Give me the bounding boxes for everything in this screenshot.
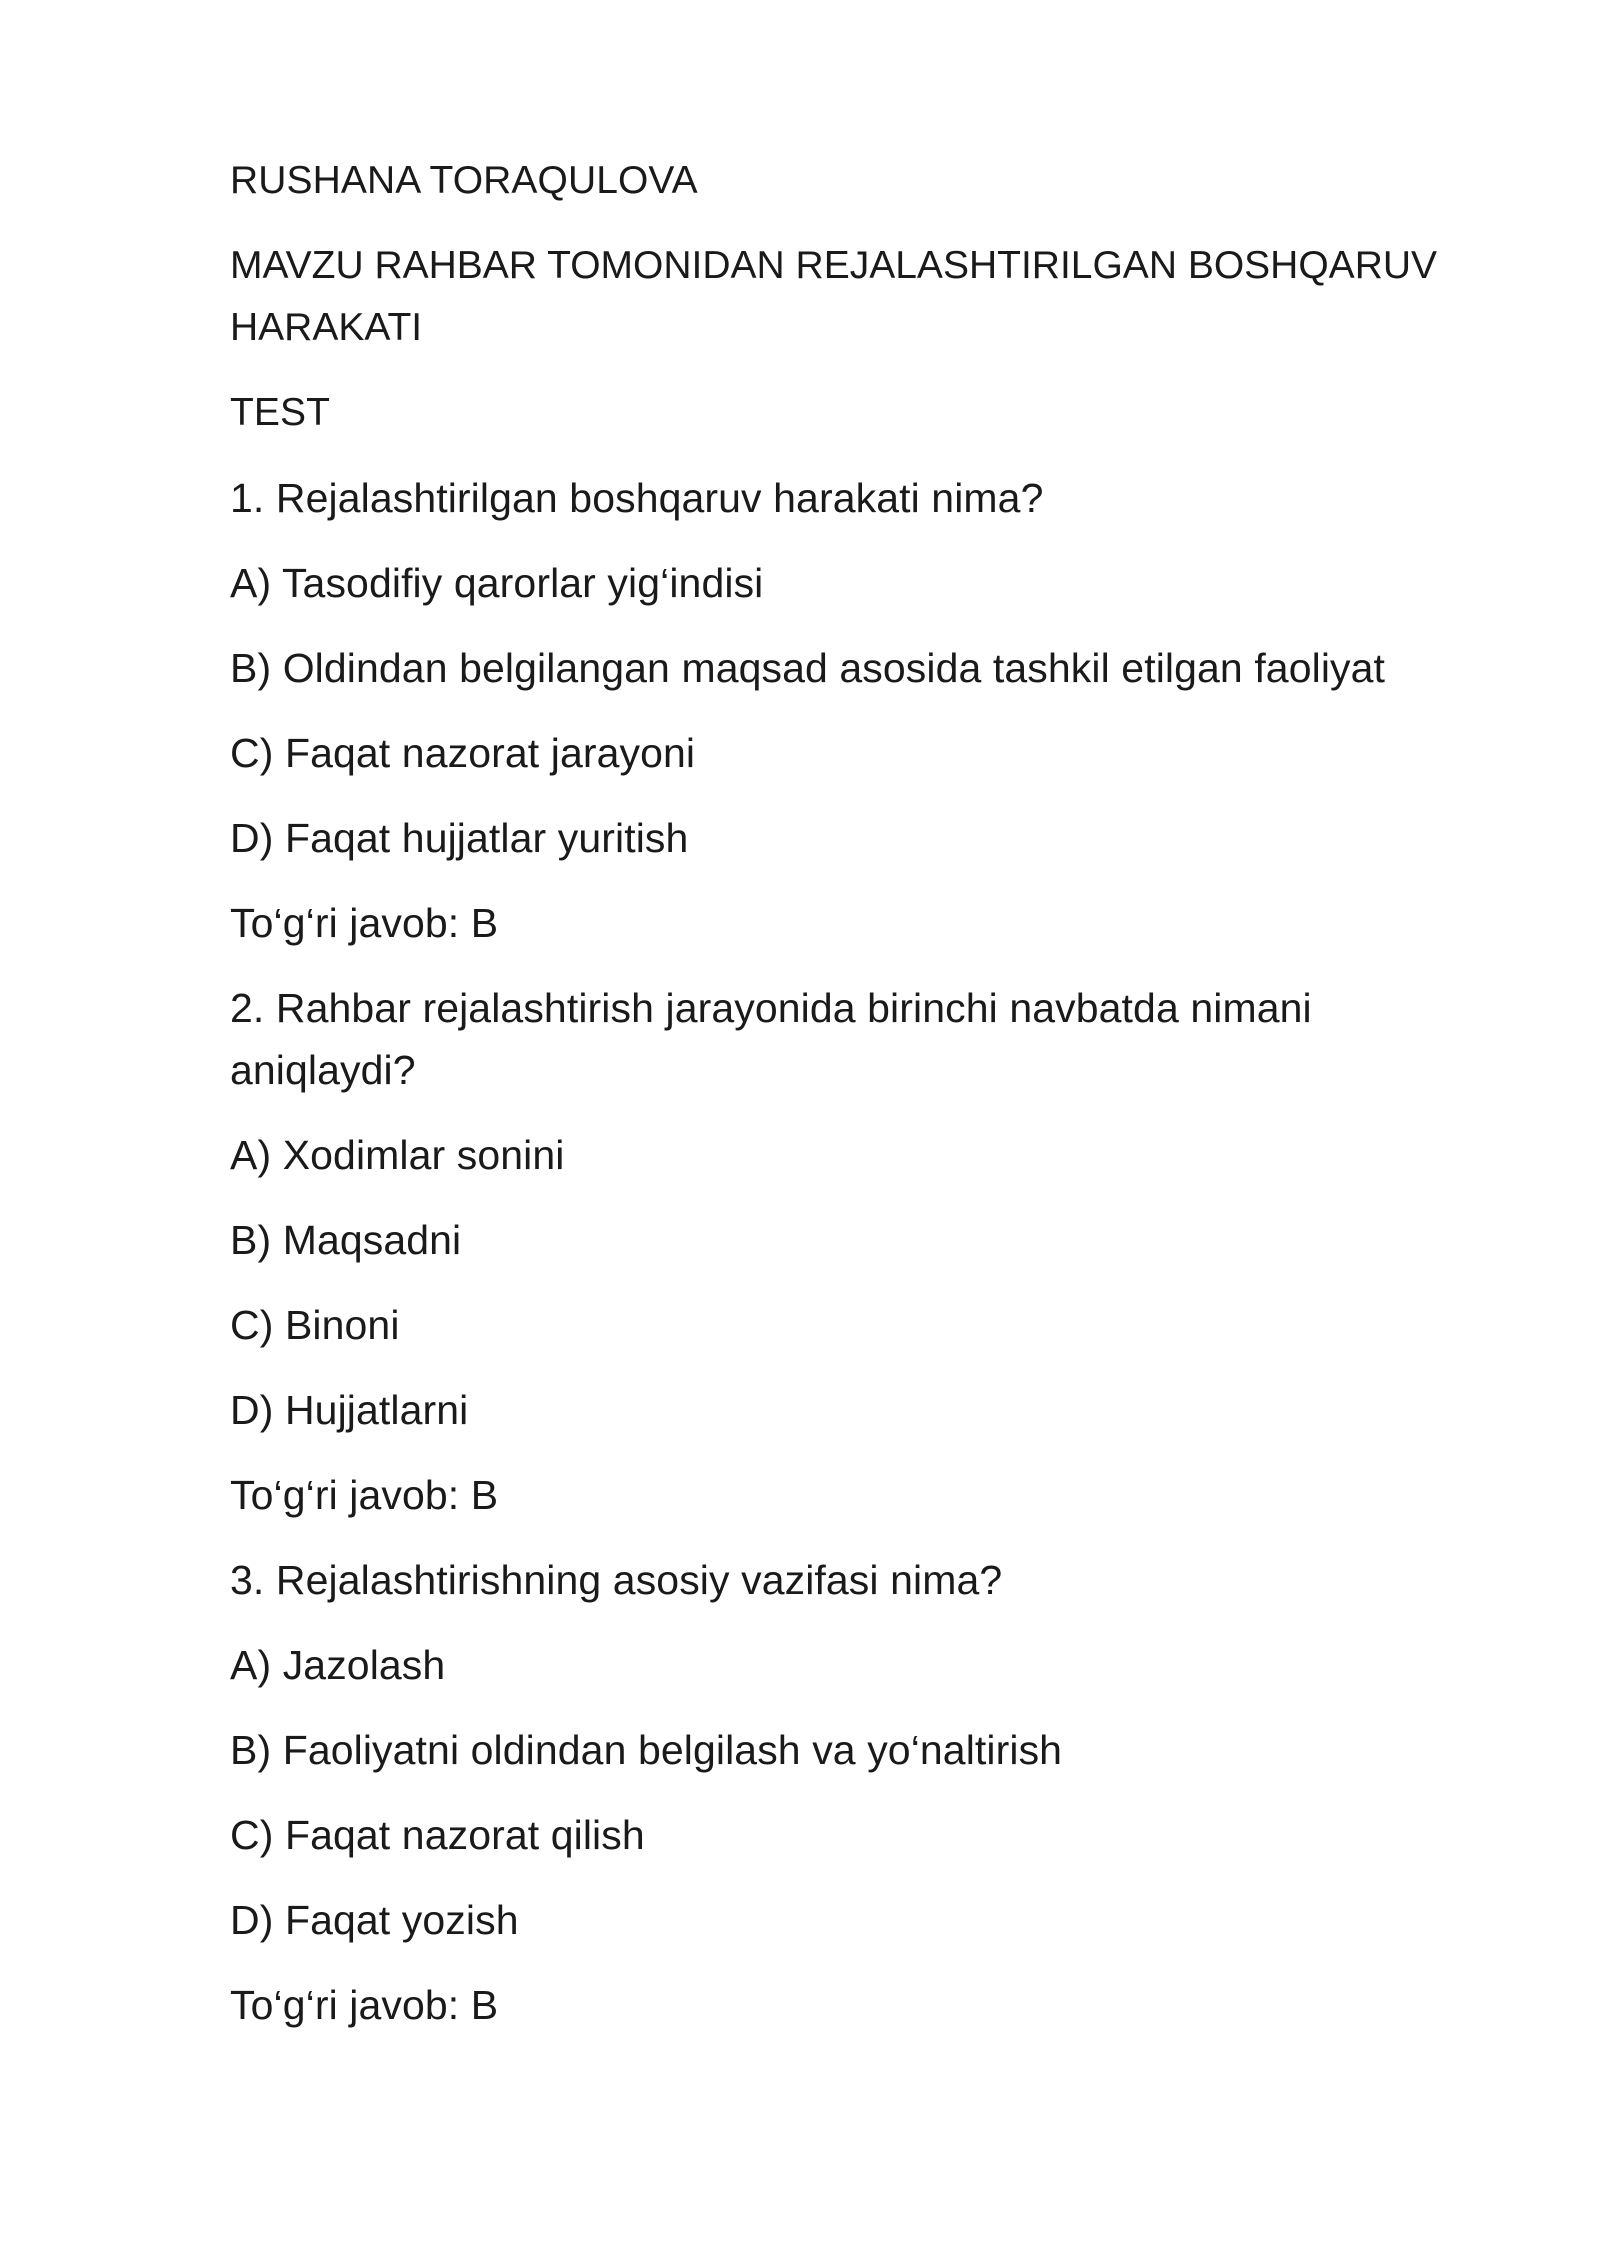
answer-option-a: A) Tasodifiy qarorlar yig‘indisi	[230, 560, 764, 606]
section-heading: TEST	[230, 391, 331, 434]
author-name: RUSHANA TORAQULOVA	[230, 159, 698, 202]
answer-option-d: D) Faqat yozish	[230, 1897, 519, 1943]
answer-option-b: B) Faoliyatni oldindan belgilash va yo‘naltirish	[230, 1727, 1063, 1773]
answer-option-c: C) Faqat nazorat qilish	[230, 1812, 645, 1858]
answer-option-b: B) Oldindan belgilangan maqsad asosida tashkil etilgan faoliyat	[230, 645, 1386, 691]
topic-title-line: MAVZU RAHBAR TOMONIDAN REJALASHTIRILGAN BOSHQARUV	[230, 244, 1438, 287]
correct-answer: To‘g‘ri javob: B	[230, 1982, 499, 2028]
topic-title	[230, 235, 1530, 359]
answer-option-c: C) Faqat nazorat jarayoni	[230, 730, 696, 776]
correct-answer: To‘g‘ri javob: B	[230, 1472, 499, 1518]
answer-option-c: C) Binoni	[230, 1302, 400, 1348]
question-text: 1. Rejalashtirilgan boshqaruv harakati nima?	[230, 475, 1044, 521]
answer-option-b: B) Maqsadni	[230, 1217, 462, 1263]
question-text	[230, 977, 1530, 1101]
correct-answer: To‘g‘ri javob: B	[230, 900, 499, 946]
answer-option-a: A) Jazolash	[230, 1642, 446, 1688]
question-text-line: 2. Rahbar rejalashtirish jarayonida birinchi navbatda nimani	[230, 985, 1312, 1031]
answer-option-d: D) Hujjatlarni	[230, 1387, 469, 1433]
topic-title-line: HARAKATI	[230, 306, 423, 349]
answer-option-d: D) Faqat hujjatlar yuritish	[230, 815, 689, 861]
document-body	[230, 150, 1530, 2059]
question-text: 3. Rejalashtirishning asosiy vazifasi nima?	[230, 1557, 1003, 1603]
answer-option-a: A) Xodimlar sonini	[230, 1132, 565, 1178]
question-text-line: aniqlaydi?	[230, 1047, 416, 1093]
